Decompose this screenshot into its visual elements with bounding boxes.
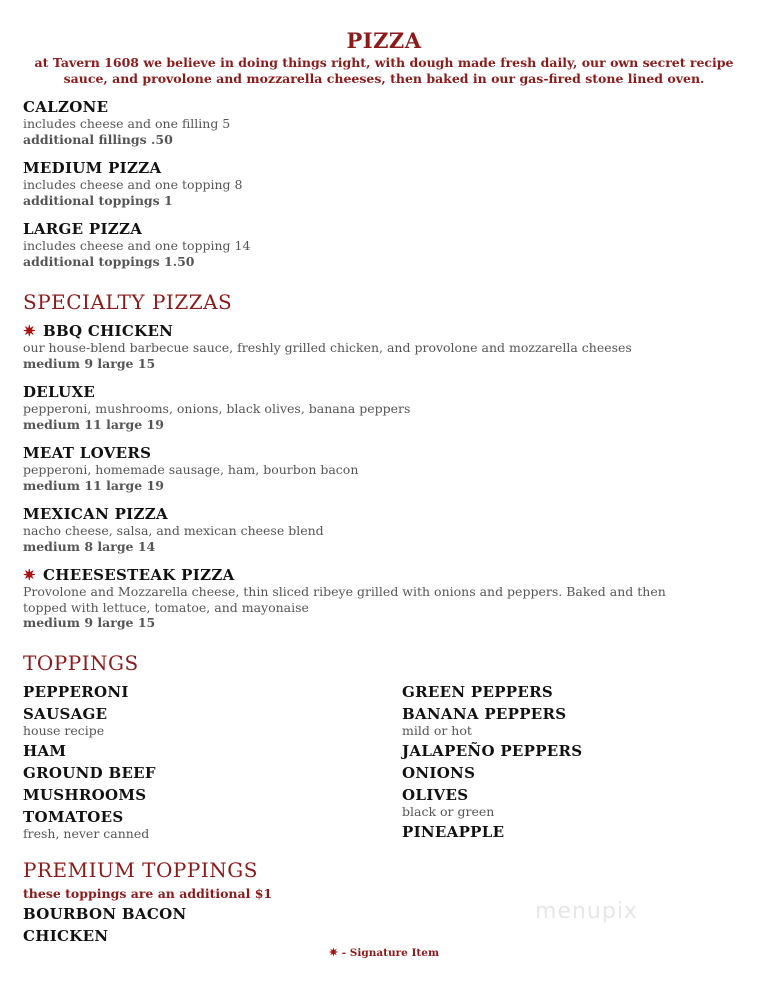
menu-item-mexican-pizza xyxy=(23,505,743,554)
premium-note: these toppings are an additional $1 xyxy=(23,886,273,901)
item-desc: nacho cheese, salsa, and mexican cheese blend xyxy=(23,523,324,538)
topping-note: house recipe xyxy=(23,723,105,738)
intro-line: sauce, and provolone and mozzarella cheeses, then baked in our gas-fired stone lined oven. xyxy=(63,71,705,86)
topping-note: black or green xyxy=(402,804,495,819)
topping-name: ONIONS xyxy=(402,764,476,782)
item-name: MEXICAN PIZZA xyxy=(23,505,168,523)
item-desc: includes cheese and one topping 8 xyxy=(23,177,243,192)
item-desc: includes cheese and one topping 14 xyxy=(23,238,251,253)
item-extra: additional fillings .50 xyxy=(23,131,173,147)
menu-item-calzone xyxy=(23,98,743,147)
item-name: MEDIUM PIZZA xyxy=(23,159,162,177)
menu-item-meat-lovers xyxy=(23,444,743,493)
item-price: medium 11 large 19 xyxy=(23,477,164,493)
topping-name: MUSHROOMS xyxy=(23,786,147,804)
item-desc: pepperoni, mushrooms, onions, black olives, banana peppers xyxy=(23,401,411,416)
item-desc: pepperoni, homemade sausage, ham, bourbon bacon xyxy=(23,462,359,477)
item-name: CHEESESTEAK PIZZA xyxy=(43,566,235,584)
topping-name: JALAPEÑO PEPPERS xyxy=(402,742,583,760)
topping-note: mild or hot xyxy=(402,723,472,738)
page-title: PIZZA xyxy=(346,28,422,53)
menu-item-cheesesteak-pizza xyxy=(23,566,743,631)
item-price: medium 9 large 15 xyxy=(23,615,156,630)
item-name: CALZONE xyxy=(23,98,109,116)
item-name: DELUXE xyxy=(23,383,96,401)
topping-name: PINEAPPLE xyxy=(402,823,505,841)
topping-note: fresh, never canned xyxy=(23,826,150,841)
item-name: BBQ CHICKEN xyxy=(43,322,174,340)
specialty-heading: SPECIALTY PIZZAS xyxy=(23,290,233,314)
topping-name: SAUSAGE xyxy=(23,705,108,723)
item-extra: additional toppings 1.50 xyxy=(23,253,195,269)
topping-name: GROUND BEEF xyxy=(23,764,156,782)
signature-legend xyxy=(0,946,768,959)
premium-topping: BOURBON BACON xyxy=(23,905,187,923)
signature-star-icon: ✷ xyxy=(23,322,36,340)
menu-item-bbq-chicken xyxy=(23,322,743,371)
signature-star-icon: ✷ xyxy=(23,566,36,584)
topping-name: GREEN PEPPERS xyxy=(402,683,553,701)
menu-item-deluxe xyxy=(23,383,743,432)
topping-name: TOMATOES xyxy=(23,808,124,826)
menu-item-medium-pizza xyxy=(23,159,743,208)
item-name: MEAT LOVERS xyxy=(23,444,152,462)
premium-heading: PREMIUM TOPPINGS xyxy=(23,858,258,882)
topping-name: PEPPERONI xyxy=(23,683,129,701)
watermark-logo: menupix xyxy=(535,899,638,924)
toppings-right-column xyxy=(402,683,742,841)
legend-text: - Signature Item xyxy=(338,947,440,959)
menu-item-large-pizza xyxy=(23,220,743,269)
topping-name: BANANA PEPPERS xyxy=(402,705,567,723)
item-price: medium 11 large 19 xyxy=(23,416,164,432)
item-name-row xyxy=(23,566,743,584)
item-extra: additional toppings 1 xyxy=(23,192,173,208)
item-price: medium 9 large 15 xyxy=(23,355,156,371)
item-desc: includes cheese and one filling 5 xyxy=(23,116,231,131)
toppings-heading: TOPPINGS xyxy=(23,651,139,675)
topping-name: OLIVES xyxy=(402,786,469,804)
premium-topping: CHICKEN xyxy=(23,927,109,945)
item-desc: Provolone and Mozzarella cheese, thin sliced ribeye grilled with onions and peppers. Baked and then xyxy=(23,584,666,599)
item-price: medium 8 large 14 xyxy=(23,538,156,554)
topping-name: HAM xyxy=(23,742,67,760)
toppings-left-column xyxy=(23,683,363,845)
intro-text xyxy=(0,55,768,87)
signature-star-icon: ✷ xyxy=(328,946,339,959)
item-name-row xyxy=(23,322,743,340)
intro-line: at Tavern 1608 we believe in doing things right, with dough made fresh daily, our own secret recipe xyxy=(34,55,734,70)
item-name: LARGE PIZZA xyxy=(23,220,143,238)
item-desc: our house-blend barbecue sauce, freshly grilled chicken, and provolone and mozzarella cheeses xyxy=(23,340,632,355)
item-desc: topped with lettuce, tomatoe, and mayonaise xyxy=(23,599,309,615)
